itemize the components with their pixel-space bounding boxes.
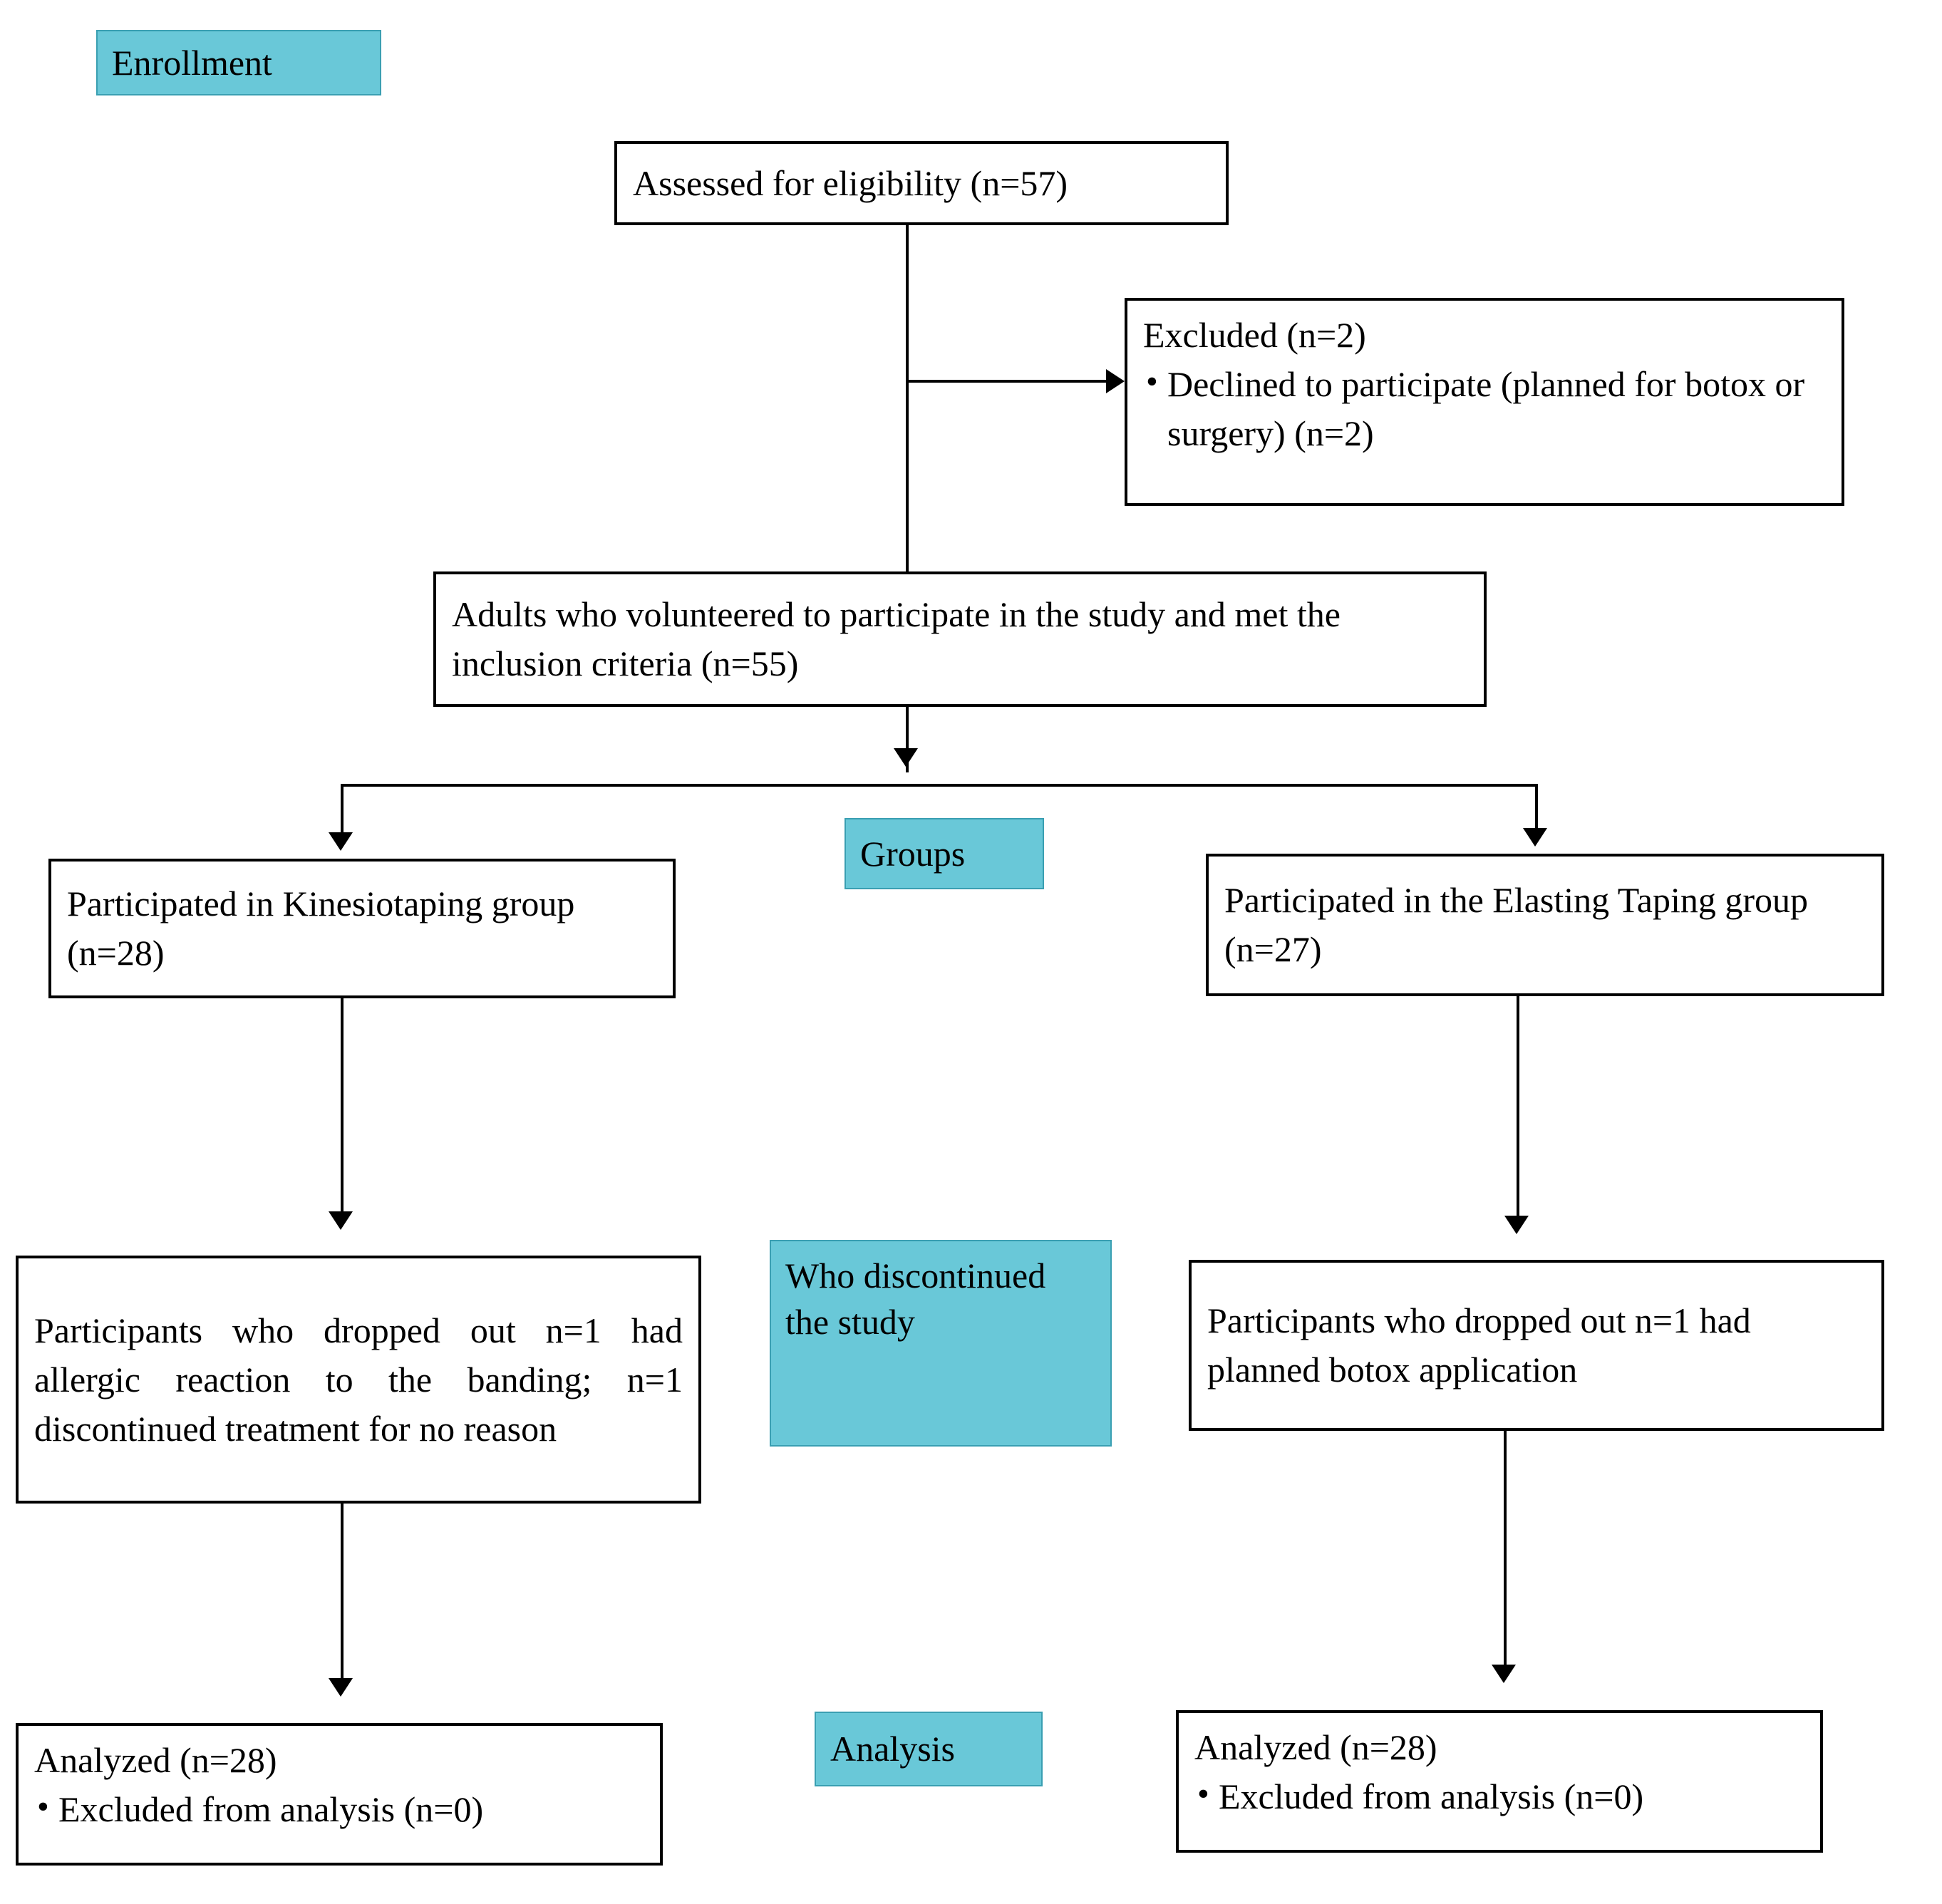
arrow-right-group-icon: [1523, 828, 1547, 847]
node-analyzed-elastic-taping-title: Analyzed (n=28): [1194, 1727, 1437, 1767]
node-analyzed-kinesiotaping-bullet-list: [34, 1785, 644, 1834]
connector-right-dropout-to-analyzed: [1504, 1431, 1507, 1666]
node-assessed-text: Assessed for eligibility (n=57): [633, 162, 1068, 203]
node-group-elastic-taping: [1206, 854, 1884, 996]
node-analyzed-elastic-taping-bullet-list: [1194, 1772, 1804, 1821]
arrow-right-dropout-icon: [1504, 1216, 1529, 1234]
node-volunteered: [433, 571, 1487, 707]
arrow-left-dropout-icon: [329, 1211, 353, 1230]
stage-label-discontinued: [770, 1240, 1112, 1447]
node-analyzed-kinesiotaping-bullet: • Excluded from analysis (n=0): [34, 1785, 644, 1834]
node-excluded-title: Excluded (n=2): [1143, 315, 1366, 355]
node-excluded-bullet: • Declined to participate (planned for botox or surgery) (n=2): [1143, 360, 1826, 458]
connector-assessed-to-excluded: [906, 380, 1109, 383]
node-group-kinesiotaping: [48, 859, 676, 998]
node-excluded-bullet-list: [1143, 360, 1826, 458]
connector-bus-to-left-group: [341, 784, 344, 837]
connector-bus-to-right-group: [1535, 784, 1538, 832]
connector-left-dropout-to-analyzed: [341, 1504, 344, 1680]
node-group-elastic-taping-text: Participated in the Elasting Taping group (n=27): [1224, 880, 1809, 969]
node-group-kinesiotaping-text: Participated in Kinesiotaping group (n=28): [67, 884, 575, 973]
stage-label-enrollment: [96, 30, 381, 95]
arrow-right-analyzed-icon: [1492, 1665, 1516, 1683]
node-analyzed-elastic-taping: [1176, 1710, 1823, 1853]
stage-label-analysis: [815, 1712, 1043, 1786]
node-volunteered-text: Adults who volunteered to participate in the study and met the inclusion criteria (n=55): [452, 594, 1341, 683]
arrow-left-analyzed-icon: [329, 1678, 353, 1697]
node-dropout-kinesiotaping-text: Participants who dropped out n=1 had allergic reaction to the banding; n=1 discontinued treatment for no reason: [34, 1310, 683, 1449]
node-dropout-elastic-taping: [1189, 1260, 1884, 1431]
node-assessed-for-eligibility: [614, 141, 1229, 225]
node-dropout-elastic-taping-text: Participants who dropped out n=1 had planned botox application: [1207, 1300, 1751, 1390]
stage-label-analysis-text: Analysis: [830, 1729, 955, 1769]
node-excluded: [1125, 298, 1844, 506]
arrow-volunteered-down-icon: [894, 748, 918, 767]
arrow-left-group-icon: [329, 832, 353, 851]
node-dropout-kinesiotaping: [16, 1256, 701, 1504]
stage-label-discontinued-text: Who discontinued the study: [785, 1256, 1046, 1342]
connector-split-bus: [341, 784, 1538, 787]
stage-label-groups: [845, 818, 1044, 889]
connector-left-group-to-dropout: [341, 998, 344, 1212]
node-analyzed-kinesiotaping: [16, 1723, 663, 1866]
connector-assessed-to-volunteered: [906, 225, 909, 574]
connector-right-group-to-dropout: [1517, 996, 1519, 1217]
node-analyzed-kinesiotaping-title: Analyzed (n=28): [34, 1740, 277, 1780]
stage-label-enrollment-text: Enrollment: [112, 42, 272, 83]
node-analyzed-elastic-taping-bullet: • Excluded from analysis (n=0): [1194, 1772, 1804, 1821]
stage-label-groups-text: Groups: [860, 833, 966, 874]
arrow-to-excluded-icon: [1106, 369, 1125, 393]
